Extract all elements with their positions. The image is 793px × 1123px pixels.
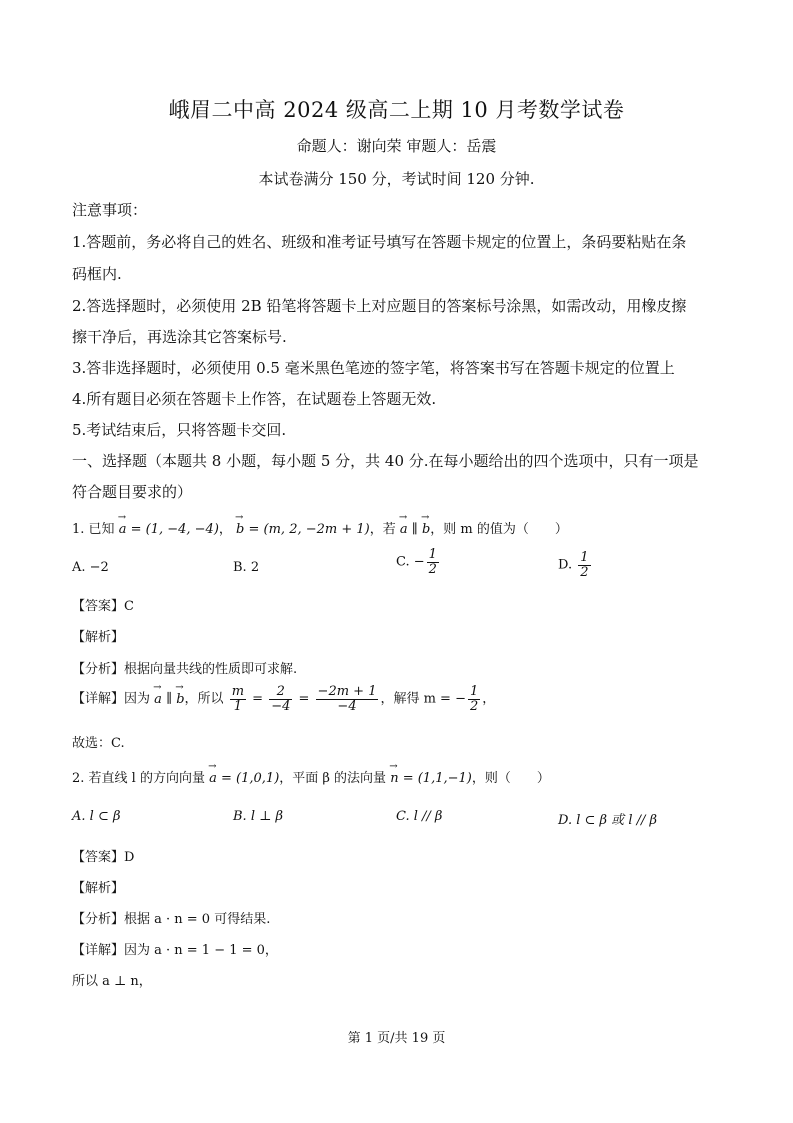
notes-heading: 注意事项： (72, 201, 148, 219)
q2-option-b: B. l ⊥ β (233, 809, 283, 824)
vector-n: → n (390, 771, 398, 786)
note-2b: 擦干净后，再选涂其它答案标号. (72, 328, 287, 346)
q1-option-d: D. $\frac{1}{2}$ (558, 550, 589, 580)
q2-option-d: D. l ⊂ β 或 l // β (558, 813, 658, 828)
exam-title: 峨眉二中高 2024 级高二上期 10 月考数学试卷 (168, 98, 625, 122)
q1-jiexi: 【解析】 (72, 630, 125, 645)
q1-option-a: A. −2 (72, 560, 109, 575)
q2-answer: 【答案】D (72, 850, 135, 865)
q1-option-b: B. 2 (233, 560, 260, 575)
note-2a: 2.答选择题时，必须使用 2B 铅笔将答题卡上对应题目的答案标号涂黑，如需改动，用橡皮擦 (72, 297, 687, 315)
q1-stem: 1. 已知 → a = (1, −4, −4)， → b = (m, 2, −2m + 1)，若 → a ∥ → b，则 m 的值为（ ） (72, 518, 568, 537)
q2-detail: 【详解】因为 a · n = 1 − 1 = 0， (72, 943, 278, 958)
note-1a: 1.答题前，务必将自己的姓名、班级和准考证号填写在答题卡规定的位置上，条码要粘贴在条 (72, 233, 687, 251)
page-footer: 第 1 页/共 19 页 (347, 1031, 446, 1046)
q2-so: 所以 a ⊥ n， (72, 974, 152, 989)
vector-a: → a (119, 522, 127, 537)
exam-info: 本试卷满分 150 分，考试时间 120 分钟. (258, 170, 535, 188)
q2-stem: 2. 若直线 l 的方向向量 → a = (1,0,1)，平面 β 的法向量 → n = (1,1,−1)，则（ ） (72, 767, 550, 786)
note-1b: 码框内. (72, 265, 122, 283)
q1-analysis: 【分析】根据向量共线的性质即可求解. (72, 662, 298, 677)
note-5: 5.考试结束后，只将答题卡交回. (72, 421, 287, 439)
q2-jiexi: 【解析】 (72, 881, 125, 896)
q1-answer: 【答案】C (72, 599, 134, 614)
q1-conclusion: 故选：C. (72, 736, 125, 751)
section-1-heading-b: 符合题目要求的） (72, 483, 193, 501)
section-1-heading-a: 一、选择题（本题共 8 小题，每小题 5 分，共 40 分.在每小题给出的四个选项中，只有一项是 (72, 452, 699, 470)
q2-analysis: 【分析】根据 a · n = 0 可得结果. (72, 912, 271, 927)
note-4: 4.所有题目必须在答题卡上作答，在试题卷上答题无效. (72, 390, 437, 408)
q1-detail: 【详解】因为 → a ∥ → b，所以 $\frac{m}{1}$ = $\frac{2}{-4}$ = $\frac{-2m + 1}{-4}$ ，解得 m = − $\frac{1}{2}$ ， (72, 685, 495, 713)
authors-line: 命题人：谢向荣 审题人：岳震 (296, 137, 497, 155)
q1-option-c: C. − $\frac{1}{2}$ (396, 547, 437, 577)
q2-option-a: A. l ⊂ β (72, 809, 121, 824)
vector-b: → b (236, 522, 244, 537)
q2-option-c: C. l // β (396, 809, 443, 824)
note-3: 3.答非选择题时，必须使用 0.5 毫米黑色笔迹的签字笔，将答案书写在答题卡规定的位置上 (72, 359, 675, 377)
